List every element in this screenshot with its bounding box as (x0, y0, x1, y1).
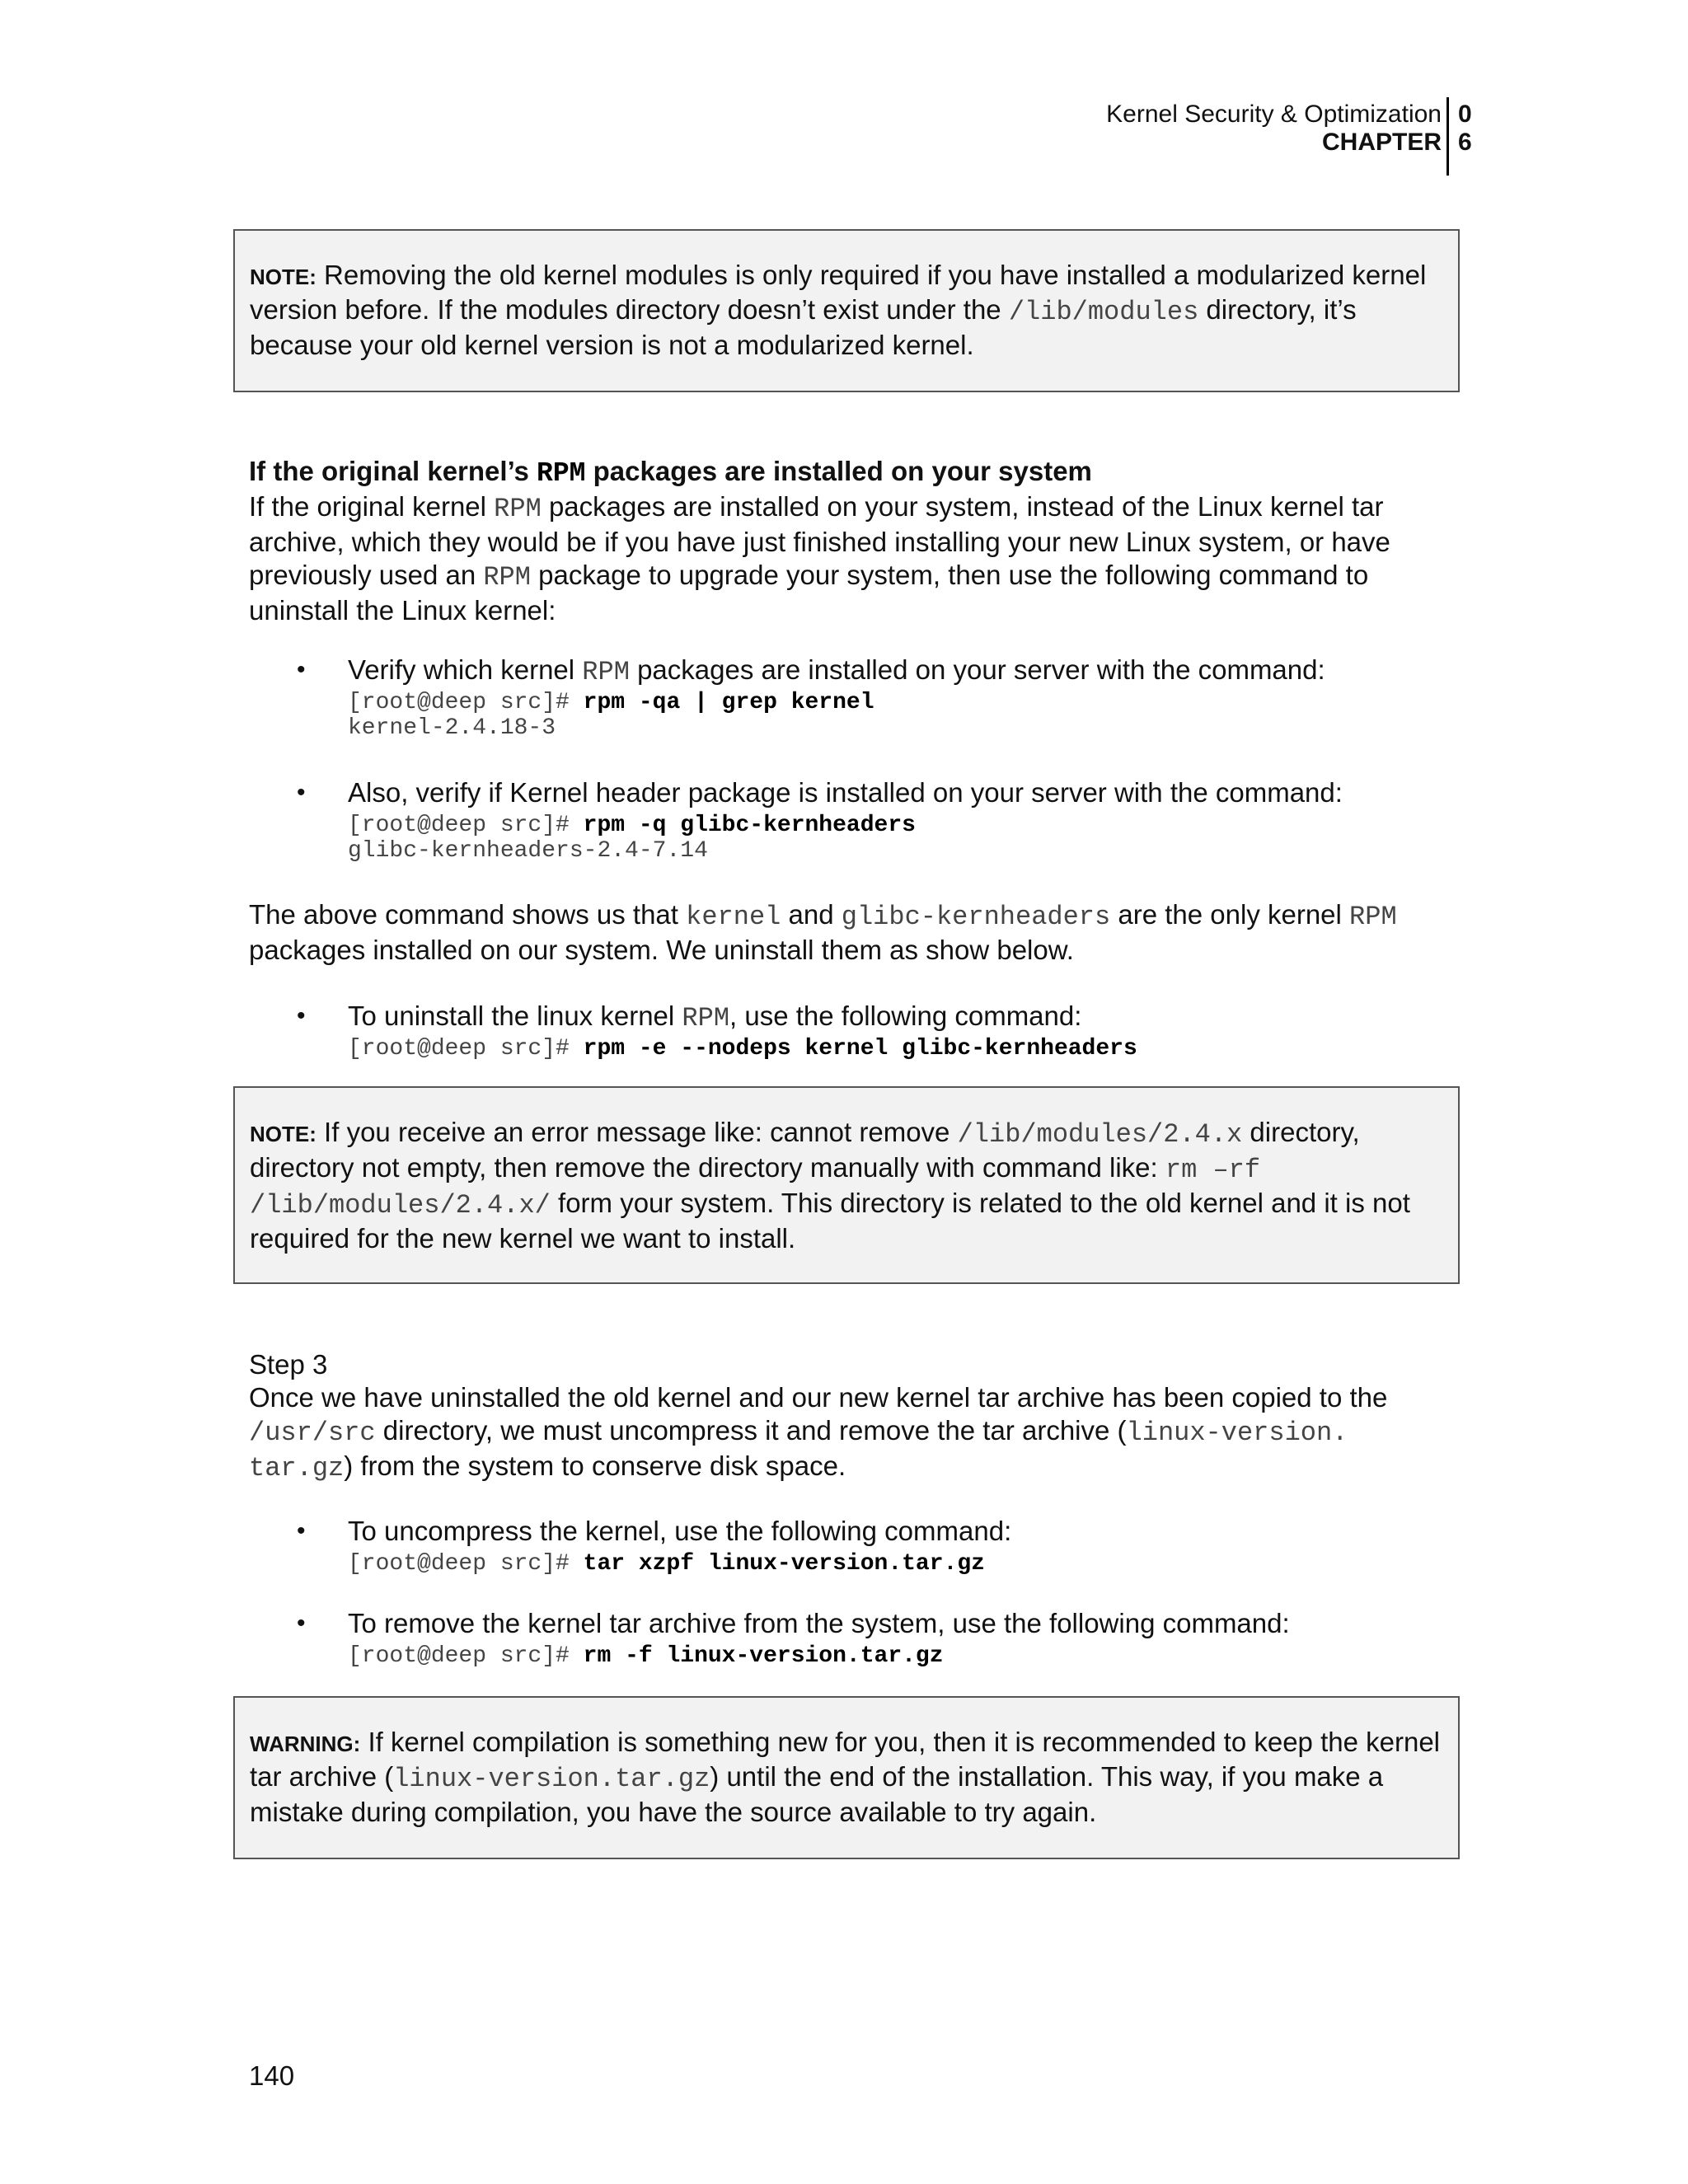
shell-command: rpm -q glibc-kernheaders (583, 813, 916, 838)
text-part: To uninstall the linux kernel (348, 1001, 682, 1031)
para-part: directory, we must uncompress it and remove the tar archive ( (375, 1415, 1127, 1446)
text-part: Verify which kernel (348, 654, 583, 685)
step-title: Step 3 (249, 1349, 328, 1380)
inline-code: RPM (1349, 902, 1397, 932)
shell-prompt: [root@deep src]# (348, 1643, 584, 1669)
inline-code: linux-version.tar.gz (393, 1764, 710, 1794)
list-item-text: Also, verify if Kernel header package is installed on your server with the command: (348, 777, 1343, 808)
inline-code: kernel (686, 902, 781, 932)
warning-text-part: ) until the end of the installation. This way, if you make a mistake during compilation, you have the source available to try again. (250, 1761, 1384, 1827)
shell-command: rm -f linux-version.tar.gz (583, 1643, 944, 1669)
note-text (250, 259, 1443, 362)
note-text-part: form your system. This directory is related to the old kernel and it is not required for the new kernel we want to install. (250, 1188, 1410, 1254)
inline-code: rm –rf /lib/modules/2.4.x/ (250, 1155, 1261, 1221)
section-heading (249, 455, 1461, 490)
heading-part: If the original kernel’s (249, 456, 537, 486)
command-line (348, 1640, 944, 1671)
header-chapter-digit-1: 0 (1458, 101, 1472, 128)
summary-paragraph (249, 898, 1461, 967)
note-text-part: Removing the old kernel modules is only required if you have installed a modularized kernel version before. If the modules directory doesn’t exist under the (250, 260, 1427, 325)
inline-code: glibc-kernheaders (841, 902, 1111, 932)
para-part: If the original kernel (249, 491, 495, 522)
step-3-section (249, 1348, 1461, 1485)
bullet-icon: • (297, 1517, 306, 1544)
list-item-text: To uncompress the kernel, use the following command: (348, 1516, 1012, 1546)
heading-part: packages are installed on your system (585, 456, 1092, 486)
note-text-part: directory, it’s because your old kernel version is not a modularized kernel. (250, 294, 1357, 360)
list-item (249, 1607, 1461, 1670)
header-chapter-label: CHAPTER (1321, 129, 1442, 156)
header-title: Kernel Security & Optimization (1106, 101, 1442, 128)
command-line (348, 809, 916, 840)
para-part: are the only kernel (1110, 899, 1350, 930)
warning-text (250, 1726, 1443, 1829)
warning-tag: WARNING: (250, 1732, 361, 1756)
command-line (348, 1033, 1137, 1063)
inline-code: RPM (483, 562, 531, 593)
shell-command: rpm -e --nodeps kernel glibc-kernheaders (583, 1036, 1137, 1062)
para-part: Once we have uninstalled the old kernel and our new kernel tar archive has been copied to the (249, 1382, 1388, 1413)
shell-prompt: [root@deep src]# (348, 1551, 584, 1577)
para-part: packages installed on our system. We uninstall them as show below. (249, 935, 1074, 965)
list-item (249, 776, 1461, 867)
list-item (249, 1000, 1461, 1062)
command-line (348, 687, 874, 717)
shell-command: rpm -qa | grep kernel (583, 690, 874, 715)
list-item-text (348, 1000, 1461, 1035)
command-output: kernel-2.4.18-3 (348, 715, 556, 741)
inline-code: /usr/src (249, 1418, 376, 1448)
note-text-part: directory, directory not empty, then remove the directory manually with command like: (250, 1117, 1360, 1183)
section-paragraph (249, 490, 1461, 627)
inline-code: RPM (682, 1003, 730, 1033)
shell-prompt: [root@deep src]# (348, 813, 584, 838)
bullet-icon: • (297, 656, 306, 683)
heading-code: RPM (537, 458, 586, 489)
inline-code: RPM (582, 657, 630, 687)
note-text-part: If you receive an error message like: cannot remove (316, 1117, 958, 1147)
warning-box (233, 1696, 1460, 1859)
note-box-error (233, 1086, 1460, 1284)
paragraph-text (249, 898, 1461, 967)
bullet-icon: • (297, 1002, 306, 1029)
inline-code: /lib/modules/2.4.x (957, 1119, 1243, 1150)
note-text (250, 1116, 1443, 1255)
header-chapter-digit-2: 6 (1458, 129, 1472, 156)
note-box-modules (233, 229, 1460, 392)
shell-command: tar xzpf linux-version.tar.gz (583, 1551, 985, 1577)
para-part: The above command shows us that (249, 899, 687, 930)
inline-code: linux-version. tar.gz (249, 1418, 1348, 1483)
list-item-text (348, 654, 1461, 689)
rpm-section (249, 455, 1461, 627)
note-tag: NOTE: (250, 1122, 316, 1146)
note-tag: NOTE: (250, 265, 316, 289)
command-line (348, 1548, 985, 1578)
list-item-text: To remove the kernel tar archive from the system, use the following command: (348, 1608, 1290, 1638)
inline-code: RPM (494, 494, 542, 524)
text-part: , use the following command: (729, 1001, 1082, 1031)
warning-text-part: If kernel compilation is something new for you, then it is recommended to keep the kernel tar archive ( (250, 1727, 1440, 1792)
list-item (249, 654, 1461, 744)
page-header (876, 97, 1472, 176)
para-part: and (781, 899, 842, 930)
list-item (249, 1515, 1461, 1577)
para-part: packages are installed on your system, instead of the Linux kernel tar archive, which they would be if you have just finished installing your new Linux system, or have previously used an (249, 491, 1390, 590)
inline-code: /lib/modules (1008, 297, 1199, 327)
para-part: package to upgrade your system, then use the following command to uninstall the Linux kernel: (249, 560, 1369, 626)
command-output: glibc-kernheaders-2.4-7.14 (348, 838, 708, 864)
bullet-icon: • (297, 779, 306, 806)
bullet-icon: • (297, 1610, 306, 1637)
para-part: ) from the system to conserve disk space. (344, 1451, 846, 1481)
page-number: 140 (249, 2060, 295, 2091)
shell-prompt: [root@deep src]# (348, 690, 584, 715)
shell-prompt: [root@deep src]# (348, 1036, 584, 1062)
step-paragraph (249, 1381, 1461, 1485)
text-part: packages are installed on your server with the command: (629, 654, 1325, 685)
